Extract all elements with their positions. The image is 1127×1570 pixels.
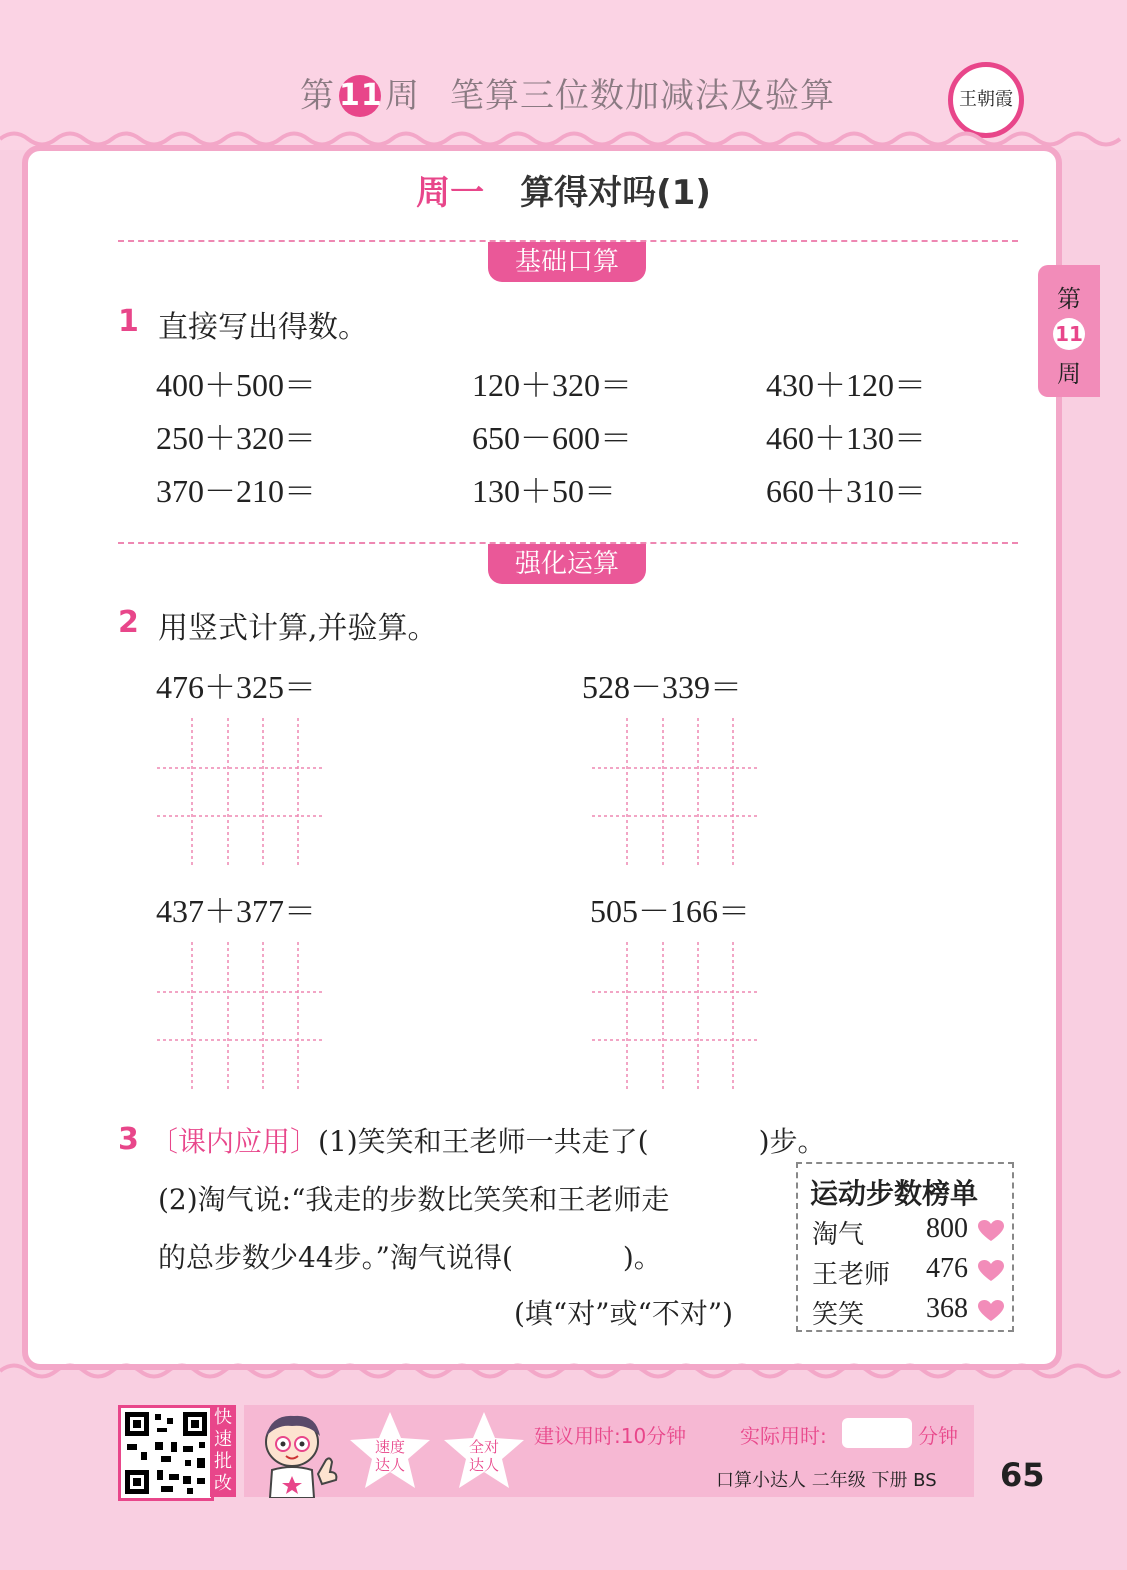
week-header	[300, 68, 835, 119]
oral-equation: 430＋120＝	[766, 367, 927, 403]
section-tab-basic: 基础口算	[488, 242, 646, 282]
question-3-number: 3	[118, 1122, 139, 1157]
oral-equation: 120＋320＝	[472, 367, 633, 403]
all-correct-label	[442, 1438, 526, 1474]
question-1-number: 1	[118, 304, 139, 339]
actual-time-input[interactable]	[842, 1418, 912, 1448]
speed-master-line-1: 速度	[374, 1438, 405, 1456]
work-grid[interactable]	[157, 718, 323, 866]
step-ranking-box	[796, 1162, 1014, 1332]
suggested-time: 建议用时:10分钟	[534, 1424, 687, 1448]
ranking-title: 运动步数榜单	[810, 1177, 979, 1210]
alarm-clock-icon	[339, 75, 381, 117]
ranking-name: 淘气	[812, 1220, 865, 1250]
oral-equation: 400＋500＝	[156, 367, 317, 403]
heart-icon	[978, 1220, 1004, 1242]
work-grid[interactable]	[592, 718, 758, 866]
book-info: 口算小达人 二年级 下册 BS	[716, 1470, 937, 1491]
heart-icon	[978, 1300, 1004, 1322]
work-grid[interactable]	[592, 942, 758, 1090]
brand-logo-text: 王朝霞	[959, 89, 1013, 110]
question-2-text: 用竖式计算,并验算。	[158, 611, 438, 646]
vertical-problem: 476＋325＝	[156, 669, 317, 705]
page-number: 65	[1000, 1456, 1045, 1494]
question-3-line-2: (2)淘气说:“我走的步数比笑笑和王老师走	[158, 1183, 670, 1216]
question-3-line-1	[150, 1120, 826, 1160]
all-correct-line-2: 达人	[468, 1456, 499, 1474]
question-2-number: 2	[118, 605, 139, 640]
minutes-label: 分钟	[918, 1424, 958, 1448]
actual-time-label: 实际用时:	[740, 1424, 827, 1448]
ranking-name: 王老师	[812, 1260, 891, 1290]
lesson-title: 算得对吗(1)	[520, 173, 711, 213]
vertical-problem: 437＋377＝	[156, 893, 317, 929]
all-correct-line-1: 全对	[468, 1438, 499, 1456]
day-label: 周一	[416, 173, 485, 213]
wave-decoration-bottom	[0, 1360, 1127, 1382]
cartoon-boy-icon	[252, 1408, 342, 1498]
week-number: 11	[339, 78, 383, 113]
ranking-value: 800	[926, 1213, 968, 1244]
question-3-line-3b: )。	[622, 1241, 662, 1274]
question-3-line-3a: 的总步数少44步。”淘气说得(	[158, 1241, 513, 1274]
oral-equation: 460＋130＝	[766, 420, 927, 456]
oral-equation: 650－600＝	[472, 420, 633, 456]
vertical-problem: 505－166＝	[590, 893, 751, 929]
day-title	[0, 165, 1127, 214]
heart-icon	[978, 1260, 1004, 1282]
speed-master-line-2: 达人	[374, 1456, 405, 1474]
question-3-line-3	[158, 1236, 662, 1276]
speed-master-label	[348, 1438, 432, 1474]
question-1-text: 直接写出得数。	[158, 310, 368, 345]
oral-equation: 660＋310＝	[766, 473, 927, 509]
ranking-name: 笑笑	[812, 1300, 865, 1330]
week-prefix: 第	[300, 76, 335, 116]
side-week-tab	[1038, 265, 1100, 397]
work-grid[interactable]	[157, 942, 323, 1090]
section-tab-strengthen: 强化运算	[488, 544, 646, 584]
question-3-line-1b: )步。	[758, 1125, 826, 1158]
question-3-line-1a: (1)笑笑和王老师一共走了(	[318, 1125, 649, 1158]
ranking-value: 368	[926, 1293, 968, 1324]
oral-equation: 130＋50＝	[472, 473, 617, 509]
question-3-tag: 〔课内应用〕	[150, 1125, 319, 1158]
oral-equation: 250＋320＝	[156, 420, 317, 456]
week-topic: 笔算三位数加减法及验算	[450, 76, 835, 116]
ranking-value: 476	[926, 1253, 968, 1284]
question-3-hint: (填“对”或“不对”)	[514, 1297, 734, 1330]
vertical-problem: 528－339＝	[582, 669, 743, 705]
side-tab-bottom: 周	[1057, 360, 1081, 388]
side-tab-top: 第	[1057, 285, 1081, 313]
quick-grading-label: 快速批改	[210, 1405, 236, 1497]
oral-equation: 370－210＝	[156, 473, 317, 509]
brand-logo	[948, 62, 1024, 138]
qr-code-icon[interactable]	[118, 1405, 214, 1501]
side-tab-number: 11	[1053, 318, 1085, 350]
week-suffix: 周	[385, 76, 420, 116]
